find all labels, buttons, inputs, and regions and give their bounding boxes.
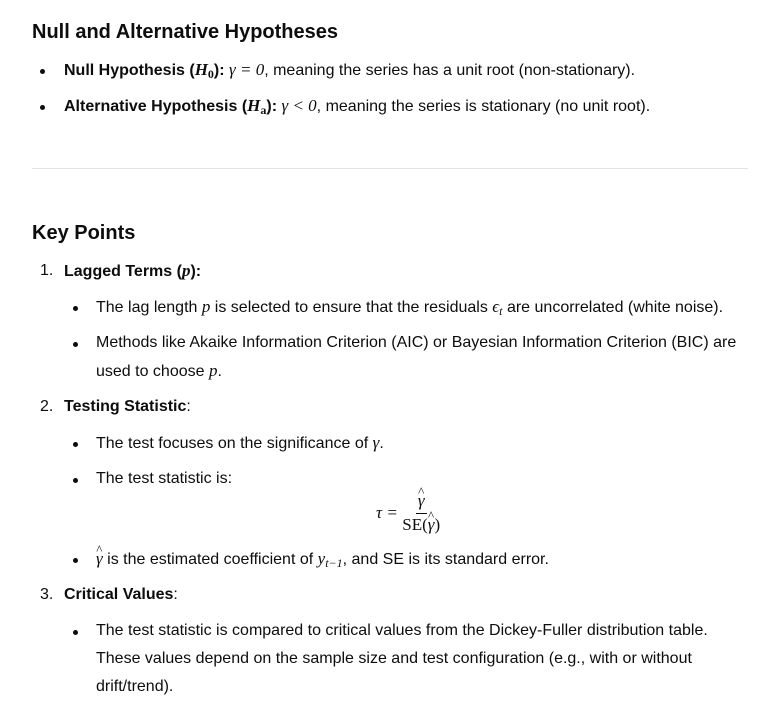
heading-colon: : (186, 398, 191, 415)
methods-text-line1: Methods like Akaike Information Criterion (AIC) or Bayesian Information Criterion (BIC) are (96, 334, 737, 351)
alt-math: γ < 0 (281, 96, 317, 115)
alt-subscript: a (260, 103, 267, 117)
lagged-terms-close: ): (190, 263, 202, 280)
critical-values-line2: These values depend on the sample size and test configuration (e.g., with or without (96, 650, 692, 667)
bullet-marker (73, 558, 78, 563)
formula-lhs: τ = (376, 503, 398, 522)
null-label-close: ): (213, 62, 225, 79)
significance-post: . (379, 435, 384, 452)
lagged-terms-heading (64, 257, 201, 286)
section-title-key-points: Key Points (32, 222, 136, 244)
lag-length-text (96, 293, 723, 322)
critical-values-label: Critical Values (64, 586, 174, 603)
list-number-1: 1. (40, 262, 54, 279)
null-description: , meaning the series has a unit root (non-stationary). (264, 62, 636, 79)
formula-den-post: ) (434, 515, 441, 534)
methods-line2-pre: used to choose (96, 363, 209, 380)
gamma-hat-denominator: ^ γ (428, 514, 435, 536)
gamma-hat-symbol: ^ γ (96, 545, 103, 573)
gamma-hat-post: , and SE is its standard error. (342, 551, 549, 568)
null-math: γ = 0 (229, 60, 265, 79)
critical-values-line3: drift/trend). (96, 678, 174, 695)
y-subscript: t−1 (325, 556, 343, 570)
gamma-hat-mid: is the estimated coefficient of (102, 551, 318, 568)
bullet-marker (73, 630, 78, 635)
significance-text (96, 429, 384, 458)
heading-colon: : (173, 586, 178, 603)
gamma-hat-numerator: ^ γ (418, 490, 425, 512)
section-divider (32, 168, 748, 169)
epsilon-symbol: ϵ (492, 297, 500, 316)
null-symbol: H (194, 60, 208, 79)
alt-hypothesis-label: Alternative Hypothesis ( (64, 98, 248, 115)
list-number-3: 3. (40, 586, 54, 603)
bullet-marker (73, 442, 78, 447)
bullet-marker (73, 342, 78, 347)
tau-formula (376, 490, 440, 536)
gamma-symbol: γ (372, 433, 380, 452)
alt-symbol: H (247, 96, 261, 115)
methods-text-line2 (96, 357, 222, 386)
lagged-terms-label: Lagged Terms ( (64, 263, 182, 280)
lag-length-pre: The lag length (96, 299, 202, 316)
bullet-marker (40, 69, 45, 74)
null-hypothesis-label: Null Hypothesis ( (64, 62, 195, 79)
epsilon-subscript: t (499, 304, 503, 318)
alt-label-close: ): (266, 98, 278, 115)
testing-statistic-heading (64, 393, 191, 421)
alt-hypothesis-item (64, 92, 650, 121)
list-number-2: 2. (40, 398, 54, 415)
alt-description: , meaning the series is stationary (no unit root). (316, 98, 651, 115)
lag-length-mid: is selected to ensure that the residuals (210, 299, 493, 316)
formula-den-pre: SE( (402, 515, 428, 534)
gamma-hat-text (96, 545, 549, 574)
methods-line2-post: . (217, 363, 222, 380)
testing-statistic-label: Testing Statistic (64, 398, 187, 415)
test-statistic-text: The test statistic is: (96, 470, 233, 487)
lag-length-post: are uncorrelated (white noise). (502, 299, 724, 316)
formula-fraction (402, 490, 440, 536)
bullet-marker (40, 105, 45, 110)
p-symbol: p (181, 261, 191, 280)
null-hypothesis-item (64, 56, 635, 85)
null-subscript: 0 (207, 67, 214, 81)
p-symbol: p (201, 297, 211, 316)
p-symbol: p (208, 361, 218, 380)
significance-pre: The test focuses on the significance of (96, 435, 373, 452)
critical-values-heading (64, 581, 178, 609)
section-title-hypotheses: Null and Alternative Hypotheses (32, 21, 338, 43)
bullet-marker (73, 478, 78, 483)
y-symbol: y (317, 549, 326, 568)
bullet-marker (73, 306, 78, 311)
critical-values-line1: The test statistic is compared to critical values from the Dickey-Fuller distribution table. (96, 622, 708, 639)
